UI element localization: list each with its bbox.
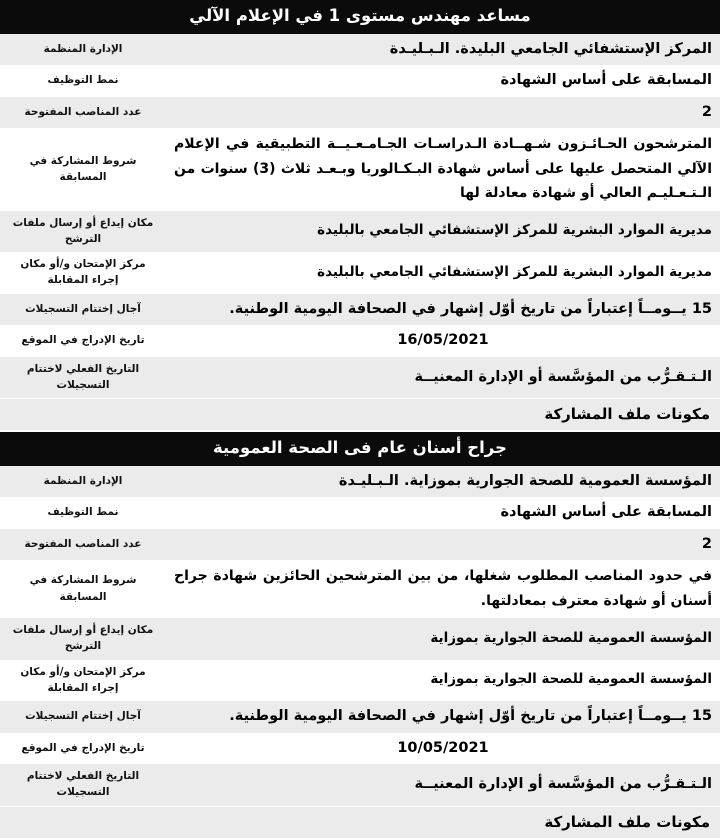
participation-file-footer[interactable]: مكونات ملف المشاركة bbox=[0, 398, 720, 430]
row-value: الـتـقـرُّب من المؤسَّسة أو الإدارة المعنيــة bbox=[166, 764, 720, 806]
row-label: التاريخ الفعلي لاختتام التسجيلات bbox=[0, 764, 166, 806]
table-row bbox=[0, 529, 720, 560]
table-row bbox=[0, 252, 720, 294]
table-row bbox=[0, 325, 720, 356]
row-label: آجال إختتام التسجيلات bbox=[0, 294, 166, 325]
row-label: الإدارة المنظمة bbox=[0, 466, 166, 497]
row-label: آجال إختتام التسجيلات bbox=[0, 701, 166, 732]
row-label: شروط المشاركة في المسابقة bbox=[0, 560, 166, 618]
row-value: 2 bbox=[166, 529, 720, 560]
announcement-section bbox=[0, 432, 720, 840]
table-row bbox=[0, 701, 720, 732]
row-label: نمط التوظيف bbox=[0, 497, 166, 528]
row-value: 10/05/2021 bbox=[166, 733, 720, 764]
row-label: مركز الإمتحان و/أو مكان إجراء المقابلة bbox=[0, 660, 166, 702]
table-row bbox=[0, 618, 720, 660]
row-label: مكان إيداع أو إرسال ملفات الترشح bbox=[0, 211, 166, 253]
section-title: جراح أسنان عام فى الصحة العمومية bbox=[0, 432, 720, 466]
row-value: 15 يــومــاً إعتباراً من تاريخ أوّل إشهار في الصحافة اليومية الوطنية. bbox=[166, 294, 720, 325]
row-value: المركز الإستشفائي الجامعي البليدة. الـبـليـدة bbox=[166, 34, 720, 65]
row-label: عدد المناصب المفتوحة bbox=[0, 97, 166, 128]
table-row bbox=[0, 764, 720, 806]
table-row bbox=[0, 34, 720, 65]
table-row bbox=[0, 497, 720, 528]
row-label: التاريخ الفعلي لاختتام التسجيلات bbox=[0, 357, 166, 399]
table-row bbox=[0, 466, 720, 497]
row-value: المؤسسة العمومية للصحة الجوارية بموزاية. الـبـليـدة bbox=[166, 466, 720, 497]
participation-file-footer[interactable]: مكونات ملف المشاركة bbox=[0, 806, 720, 838]
row-value: الـتـقـرُّب من المؤسَّسة أو الإدارة المعنيــة bbox=[166, 357, 720, 399]
table-row bbox=[0, 560, 720, 618]
row-value: 16/05/2021 bbox=[166, 325, 720, 356]
row-label: مركز الإمتحان و/أو مكان إجراء المقابلة bbox=[0, 252, 166, 294]
announcement-table bbox=[0, 466, 720, 806]
row-value: المؤسسة العمومية للصحة الجوارية بموزاية bbox=[166, 618, 720, 660]
row-label: شروط المشاركة في المسابقة bbox=[0, 128, 166, 211]
row-value: المسابقة على أساس الشهادة bbox=[166, 497, 720, 528]
row-label: تاريخ الإدراج في الموقع bbox=[0, 325, 166, 356]
row-value: المترشحون الحـائـزون شـهــادة الـدراسـات الجـامـعـيــة التطبيقية في الإعلام الآلي المتحصل عليها على أساس شهادة البـكـالوريا وبـعـد ثلاث (3) سنوات من الـتـعـليـم العالي أو شهادة معادلة لها bbox=[166, 128, 720, 211]
table-row bbox=[0, 660, 720, 702]
table-row bbox=[0, 211, 720, 253]
table-row bbox=[0, 733, 720, 764]
table-row bbox=[0, 65, 720, 96]
row-label: عدد المناصب المفتوحة bbox=[0, 529, 166, 560]
section-title: مساعد مهندس مستوى 1 في الإعلام الآلي bbox=[0, 0, 720, 34]
table-row bbox=[0, 357, 720, 399]
row-value: في حدود المناصب المطلوب شغلها، من بين المترشحين الحائزين شهادة جراح أسنان أو شهادة معترف بمعادلتها. bbox=[166, 560, 720, 618]
section-spacer bbox=[0, 838, 720, 840]
row-value: المؤسسة العمومية للصحة الجوارية بموزاية bbox=[166, 660, 720, 702]
row-label: تاريخ الإدراج في الموقع bbox=[0, 733, 166, 764]
table-row bbox=[0, 294, 720, 325]
row-value: 15 يــومــاً إعتباراً من تاريخ أوّل إشهار في الصحافة اليومية الوطنية. bbox=[166, 701, 720, 732]
row-value: مديرية الموارد البشرية للمركز الإستشفائي الجامعي بالبليدة bbox=[166, 252, 720, 294]
row-label: نمط التوظيف bbox=[0, 65, 166, 96]
table-row bbox=[0, 128, 720, 211]
row-label: مكان إيداع أو إرسال ملفات الترشح bbox=[0, 618, 166, 660]
table-row bbox=[0, 97, 720, 128]
row-value: 2 bbox=[166, 97, 720, 128]
row-value: المسابقة على أساس الشهادة bbox=[166, 65, 720, 96]
row-label: الإدارة المنظمة bbox=[0, 34, 166, 65]
announcement-table bbox=[0, 34, 720, 398]
row-value: مديرية الموارد البشرية للمركز الإستشفائي الجامعي بالبليدة bbox=[166, 211, 720, 253]
